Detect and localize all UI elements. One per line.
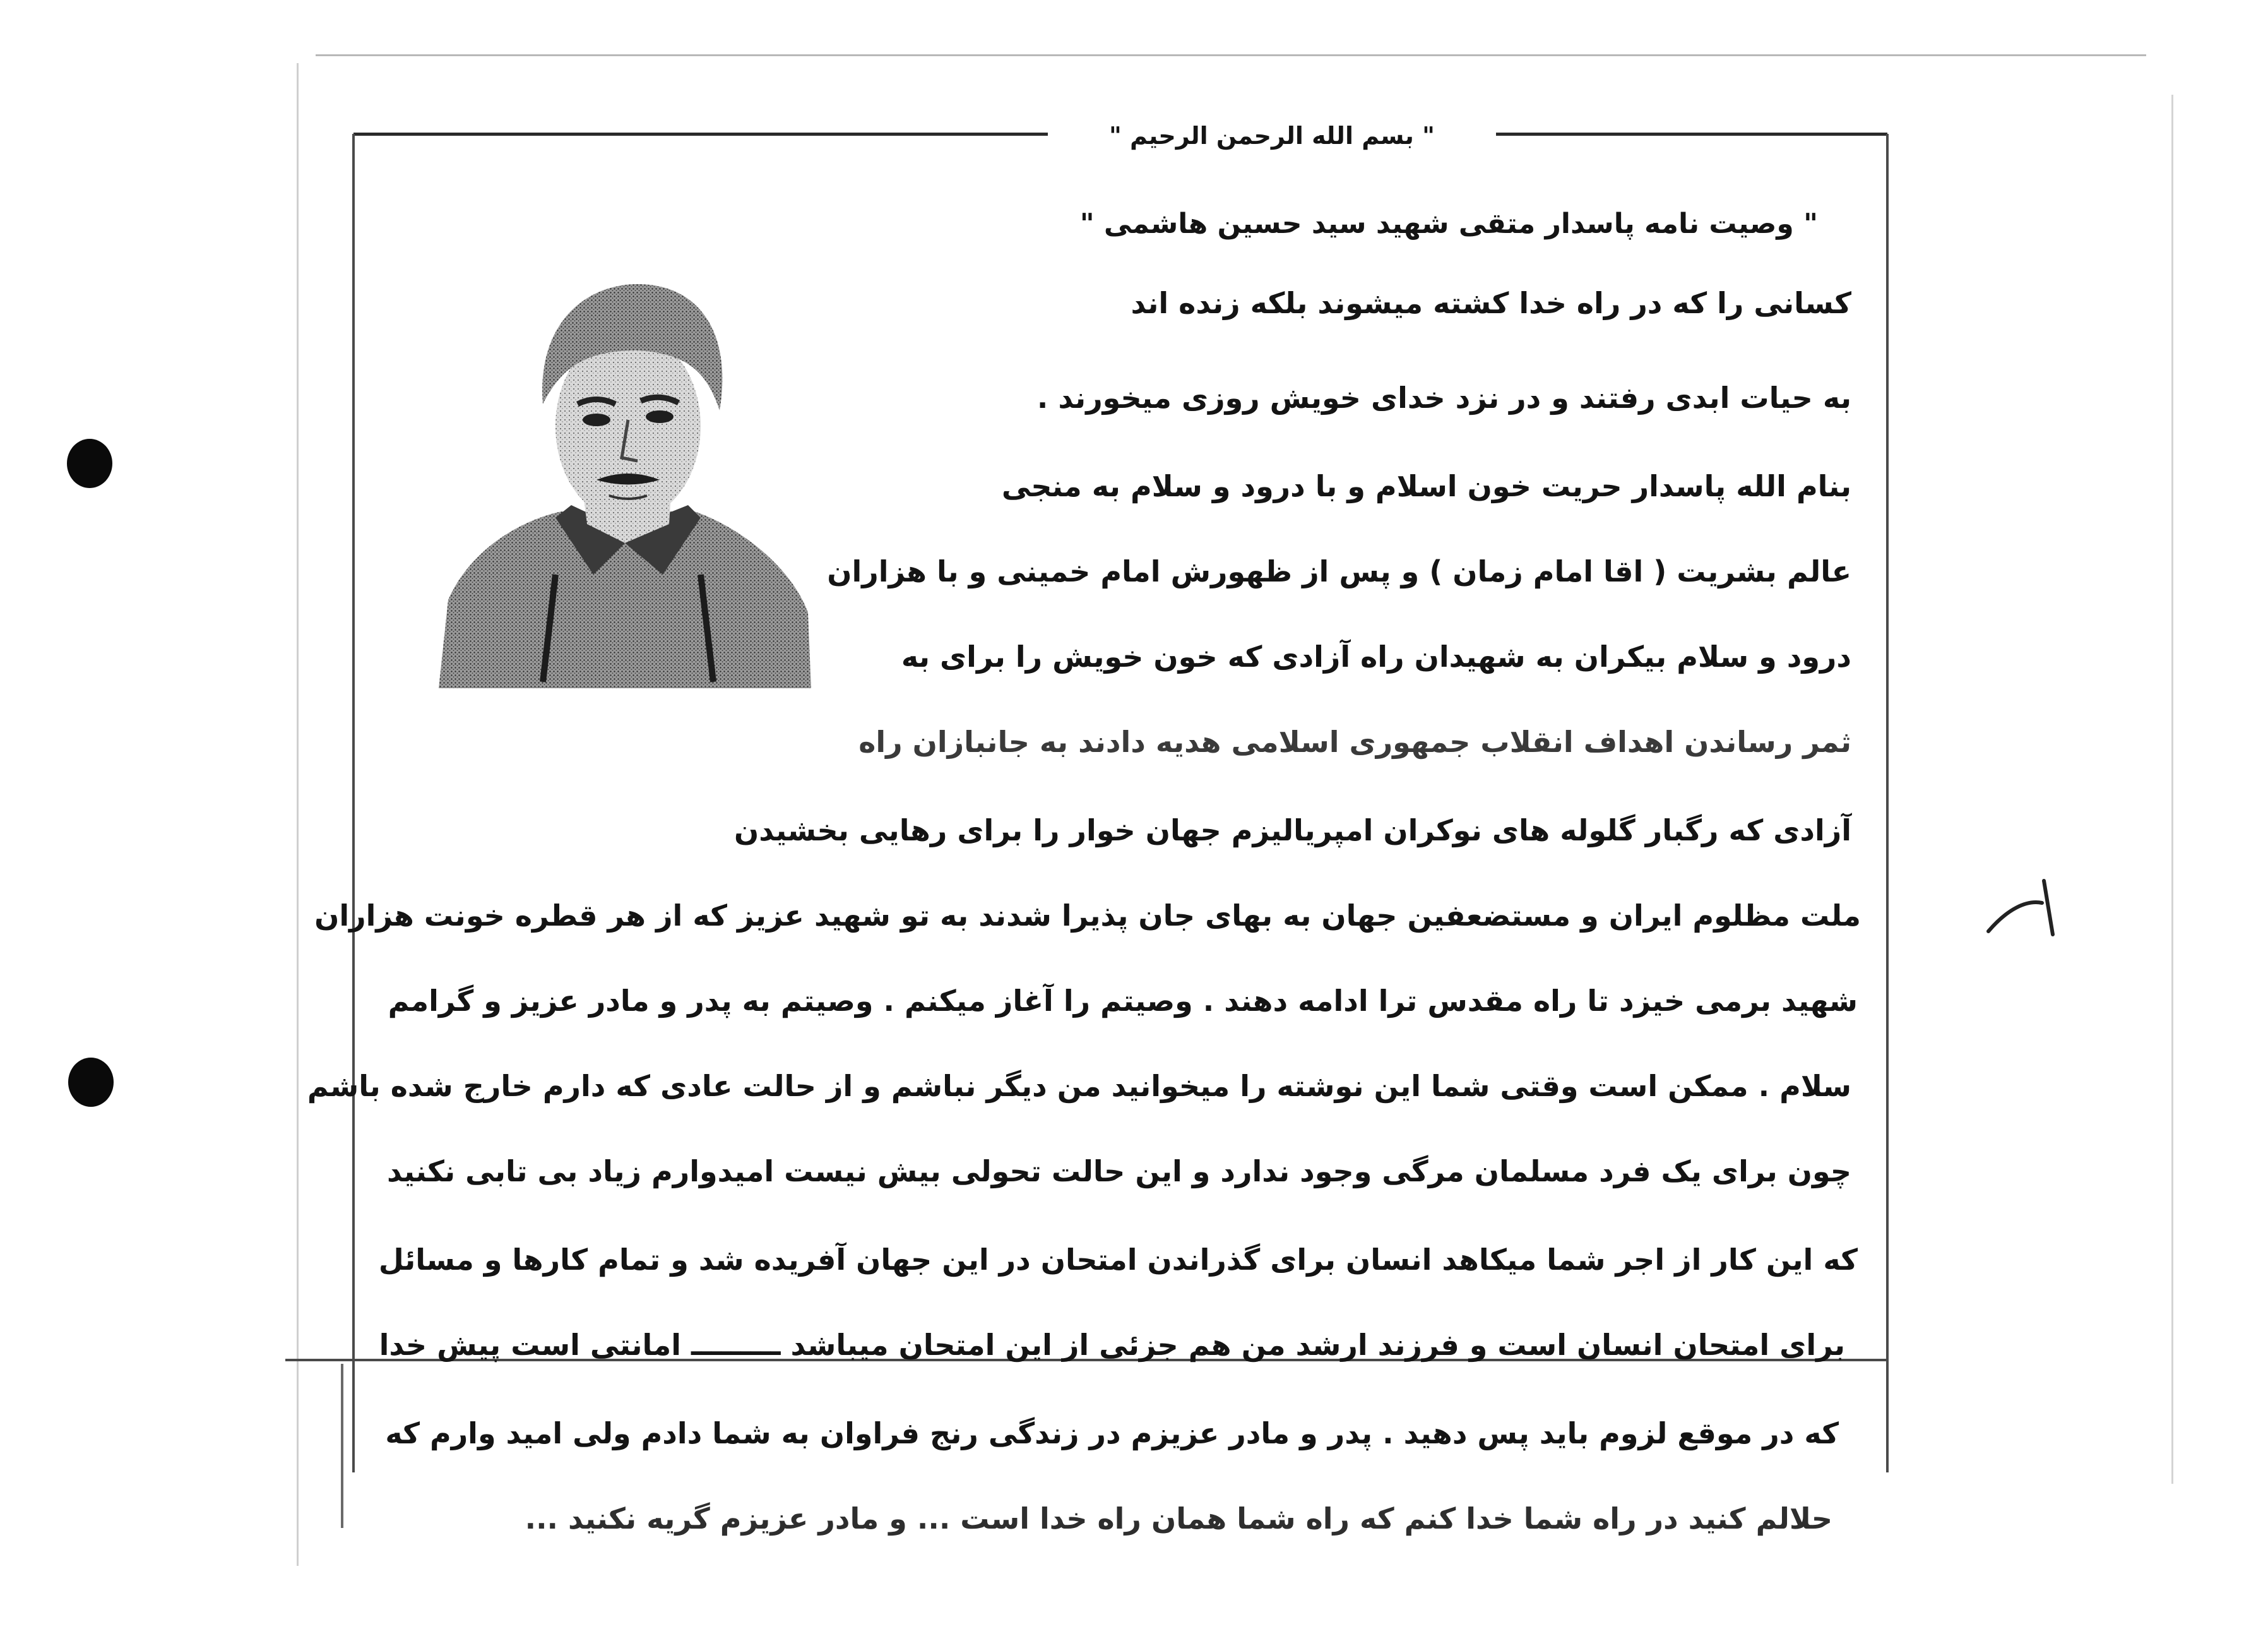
testament-title: " وصیت نامه پاسدار متقی شهید سید حسین هاشمی " bbox=[1079, 208, 1818, 240]
punch-hole-bottom bbox=[68, 1058, 114, 1107]
text-line: سلام . ممکن است وقتی شما این نوشته را میخوانید من دیگر نباشم و از حالت عادی که دارم خارج شده باشم bbox=[307, 1069, 1851, 1103]
text-line: که در موقع لزوم باید پس دهید . پدر و مادر عزیزم در زندگی رنج فراوان به شما دادم ولی امید وارم که bbox=[385, 1416, 1839, 1450]
text-line: که این کار از اجر شما میکاهد انسان برای گذراندن امتحان در این جهان آفریده شد و تمام کارها و مسائل bbox=[378, 1243, 1858, 1277]
scan-edge-left bbox=[297, 63, 299, 1566]
scan-edge-right bbox=[2171, 95, 2173, 1484]
text-line: بنام الله پاسدار حریت خون اسلام و با درود و سلام به منجی bbox=[1001, 469, 1851, 503]
text-line: شهید برمی خیزد تا راه مقدس ترا ادامه دهند . وصیتم را آغاز میکنم . وصیتم به پدر و مادر عزیز و گرامم bbox=[388, 984, 1858, 1018]
text-line: کسانی را که در راه خدا کشته میشوند بلکه زنده اند bbox=[1131, 286, 1851, 320]
scan-edge-top bbox=[316, 54, 2146, 56]
portrait-photo bbox=[436, 246, 814, 695]
frame-bottom-left bbox=[341, 1364, 343, 1528]
margin-pen-mark bbox=[1982, 871, 2058, 941]
text-line: برای امتحان انسان است و فرزند ارشد من هم جزئی از این امتحان میباشد ـــــــــ امانتی است پیش خدا bbox=[379, 1328, 1845, 1362]
frame-left bbox=[352, 134, 355, 1472]
text-line: درود و سلام بیکران به شهیدان راه آزادی که خون خویش را برای به bbox=[901, 640, 1851, 674]
text-line: حلالم کنید در راه شما خدا کنم که راه شما همان راه خدا است ... و مادر عزیزم گریه نکنید ... bbox=[525, 1501, 1832, 1536]
basmala-heading: " بسم الله الرحمن الرحیم " bbox=[1109, 122, 1435, 150]
text-line: ثمر رساندن اهداف انقلاب جمهوری اسلامی هدیه دادند به جانبازان راه bbox=[858, 725, 1851, 759]
frame-top-right bbox=[1496, 133, 1887, 136]
text-line: ملت مظلوم ایران و مستضعفین جهان به بهای جان پذیرا شدند به تو شهید عزیز که از هر قطره خونت هزاران bbox=[314, 898, 1861, 933]
punch-hole-top bbox=[67, 439, 112, 488]
text-line: به حیات ابدی رفتند و در نزد خدای خویش روزی میخورند . bbox=[1036, 381, 1851, 415]
text-line: آزادی که رگبار گلوله های نوکران امپریالیزم جهان خوار را برای رهایی بخشیدن bbox=[734, 813, 1851, 847]
frame-top-left bbox=[353, 133, 1048, 136]
text-line: چون برای یک فرد مسلمان مرگی وجود ندارد و این حالت تحولی بیش نیست امیدوارم زیاد بی تابی نکنید bbox=[387, 1154, 1851, 1188]
frame-right bbox=[1886, 134, 1889, 1472]
text-line: عالم بشریت ( اقا امام زمان ) و پس از ظهورش امام خمینی و با هزاران bbox=[827, 554, 1851, 588]
